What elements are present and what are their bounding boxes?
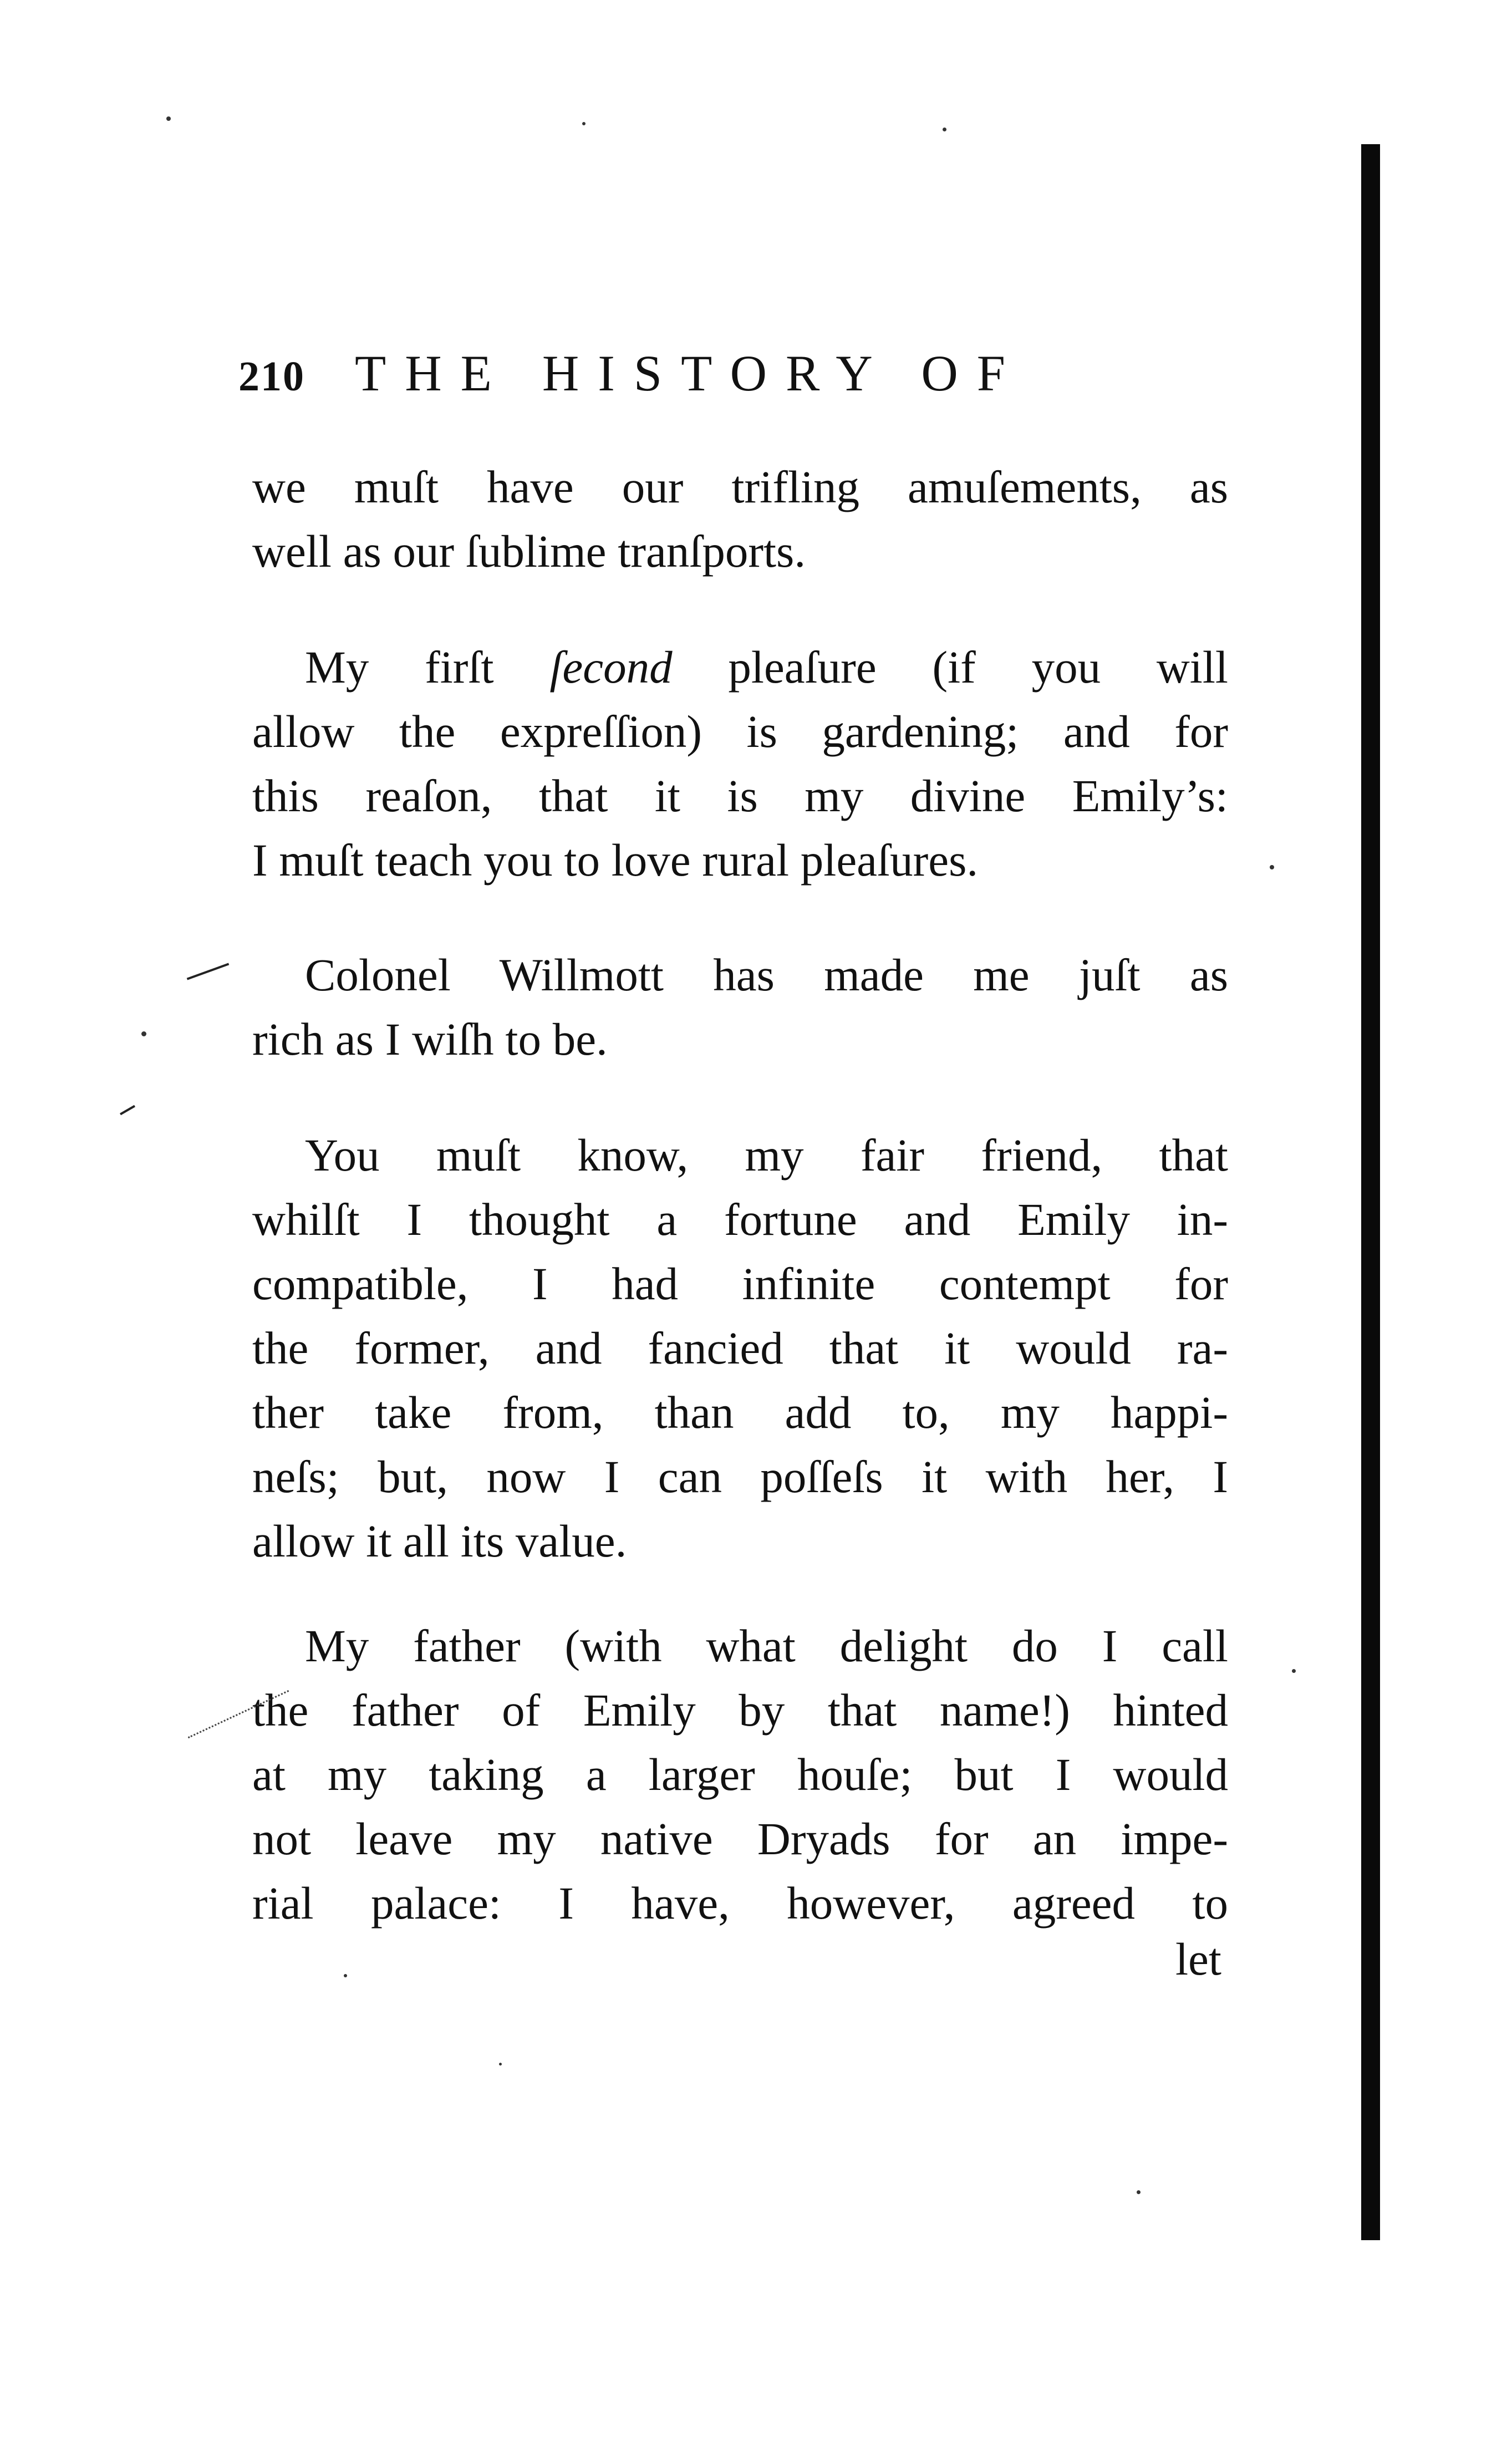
- text-line: this reaſon, that it is my divine Emily’s:: [252, 770, 1228, 821]
- paragraph-4: [252, 1123, 1228, 1573]
- paragraph-3: [252, 943, 1228, 1071]
- margin-mark: [120, 1105, 135, 1115]
- text-line: well as our ſublime tranſports.: [252, 526, 806, 577]
- running-title: THE HISTORY OF: [355, 345, 1024, 401]
- scan-speck: [943, 128, 946, 131]
- text-line: rial palace: I have, however, agreed to: [252, 1878, 1228, 1929]
- text-line: My father (with what delight do I call: [305, 1620, 1228, 1671]
- text-line: the former, and fancied that it would ra-: [252, 1322, 1228, 1373]
- scan-speck: [582, 122, 586, 125]
- text-run: My firſt: [305, 642, 550, 693]
- text-line: we muſt have our trifling amuſements, as: [252, 461, 1228, 512]
- binding-edge-shadow: [1361, 144, 1380, 2240]
- text-line: allow it all its value.: [252, 1515, 627, 1566]
- text-line: at my taking a larger houſe; but I would: [252, 1749, 1228, 1800]
- text-line: You muſt know, my fair friend, that: [305, 1130, 1228, 1181]
- margin-mark: [187, 963, 230, 980]
- text-line: not leave my native Dryads for an impe-: [252, 1813, 1228, 1864]
- text-run: pleaſure (if you will: [672, 642, 1228, 693]
- text-line: I muſt teach you to love rural pleaſures.: [252, 835, 979, 886]
- text-line: rich as I wiſh to be.: [252, 1014, 608, 1065]
- text-line: allow the expreſſion) is gardening; and for: [252, 706, 1228, 757]
- catchword: let: [1175, 1934, 1221, 1985]
- text-line: Colonel Willmott has made me juſt as: [305, 949, 1228, 1000]
- italic-word: ſecond: [549, 642, 673, 693]
- text-line: ther take from, than add to, my happi-: [252, 1387, 1228, 1438]
- text-line: whilſt I thought a fortune and Emily in-: [252, 1194, 1228, 1245]
- text-line: [252, 635, 1228, 699]
- text-line: compatible, I had infinite contempt for: [252, 1258, 1228, 1309]
- scan-speck: [141, 1031, 146, 1036]
- text-line: neſs; but, now I can poſſeſs it with her, I: [252, 1451, 1228, 1502]
- scan-speck: [166, 116, 171, 121]
- page-number: 210: [238, 353, 305, 400]
- running-head: [238, 344, 1236, 405]
- scan-speck: [344, 1974, 347, 1977]
- scan-speck: [1292, 1669, 1296, 1673]
- text-line: the father of Emily by that name!) hinted: [252, 1685, 1228, 1736]
- paragraph-5: [252, 1614, 1228, 1935]
- paragraph-2: [252, 635, 1228, 892]
- paragraph-1: [252, 455, 1228, 583]
- scan-speck: [1270, 865, 1274, 869]
- scan-speck: [499, 2063, 502, 2066]
- scan-speck: [1137, 2190, 1141, 2194]
